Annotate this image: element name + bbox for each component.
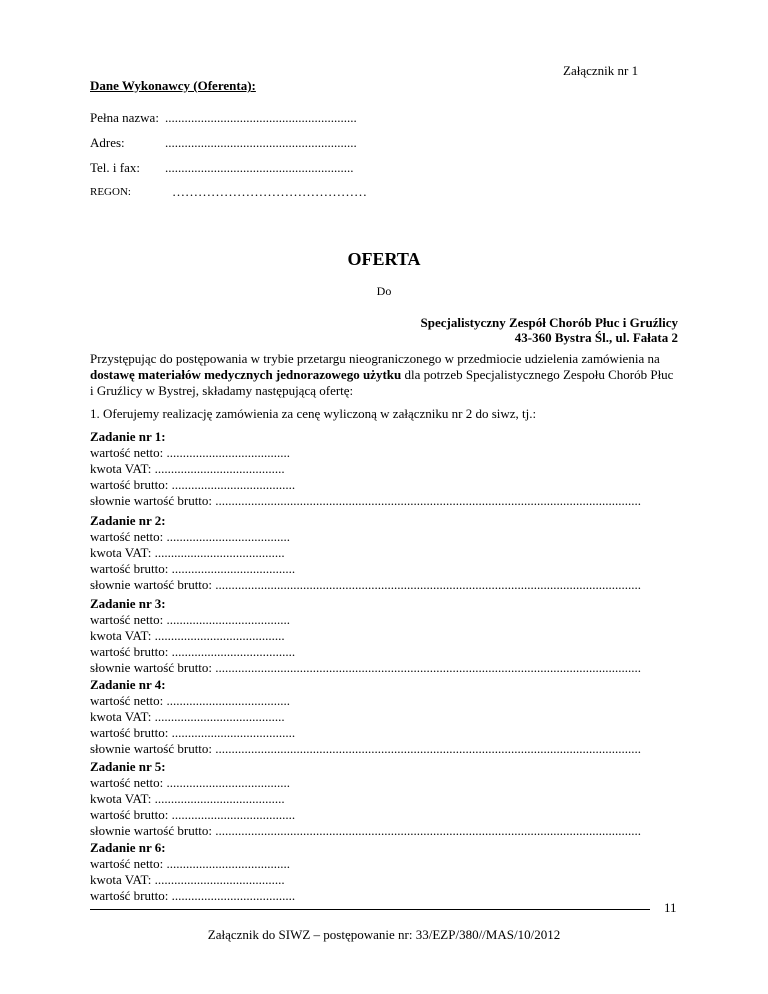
task-vat-amount: kwota VAT: ........................................ — [90, 628, 285, 643]
task-block — [90, 677, 670, 757]
task-vat-amount: kwota VAT: ........................................ — [90, 791, 285, 806]
field-value: .......................................................... — [165, 160, 354, 175]
task-title: Zadanie nr 2: — [90, 513, 166, 528]
intro-subject-rest: dla potrzeb Specjalistycznego Zespołu Chorób Płuc — [401, 367, 674, 382]
offer-point-1: 1. Oferujemy realizację zamówienia za cenę wyliczoną w załączniku nr 2 do siwz, tj.: — [90, 406, 537, 421]
task-gross-value: wartość brutto: ...................................... — [90, 561, 296, 576]
task-net-value: wartość netto: ...................................... — [90, 612, 291, 627]
task-vat-amount: kwota VAT: ........................................ — [90, 872, 285, 887]
task-gross-in-words: słownie wartość brutto: ................................................................................................................................... — [90, 493, 642, 508]
field-value: ........................................................... — [165, 110, 357, 125]
field-label: Tel. i fax: — [90, 160, 140, 175]
recipient-address: 43-360 Bystra Śl., ul. Fałata 2 — [514, 330, 678, 345]
task-net-value: wartość netto: ...................................... — [90, 693, 291, 708]
intro-line-2 — [90, 367, 674, 383]
task-vat-amount: kwota VAT: ........................................ — [90, 545, 285, 560]
field-label: Adres: — [90, 135, 125, 150]
task-title: Zadanie nr 4: — [90, 677, 166, 692]
footer-divider — [90, 909, 650, 910]
task-block — [90, 596, 670, 676]
offer-title: OFERTA — [347, 249, 421, 269]
footer-caption: Załącznik do SIWZ – postępowanie nr: 33/EZP/380//MAS/10/2012 — [207, 927, 561, 942]
intro-line-1: Przystępując do postępowania w trybie przetargu nieograniczonego w przedmiocie udzielenia zamówienia na — [90, 351, 660, 366]
contractor-section-title: Dane Wykonawcy (Oferenta): — [90, 78, 256, 93]
task-vat-amount: kwota VAT: ........................................ — [90, 709, 285, 724]
task-gross-value: wartość brutto: ...................................... — [90, 477, 296, 492]
task-block — [90, 840, 670, 904]
task-net-value: wartość netto: ...................................... — [90, 529, 291, 544]
task-gross-in-words: słownie wartość brutto: ................................................................................................................................... — [90, 823, 642, 838]
task-net-value: wartość netto: ...................................... — [90, 856, 291, 871]
task-gross-in-words: słownie wartość brutto: ................................................................................................................................... — [90, 577, 642, 592]
task-gross-value: wartość brutto: ...................................... — [90, 725, 296, 740]
task-net-value: wartość netto: ...................................... — [90, 775, 291, 790]
task-gross-value: wartość brutto: ...................................... — [90, 888, 296, 903]
task-block — [90, 429, 670, 509]
intro-line-3: i Gruźlicy w Bystrej, składamy następującą ofertę: — [90, 383, 354, 398]
task-vat-amount: kwota VAT: ........................................ — [90, 461, 285, 476]
task-gross-in-words: słownie wartość brutto: ................................................................................................................................... — [90, 660, 642, 675]
intro-subject: dostawę materiałów medycznych jednorazowego użytku — [90, 367, 402, 382]
task-title: Zadanie nr 1: — [90, 429, 166, 444]
field-value: ........................................................... — [165, 135, 357, 150]
task-block — [90, 513, 670, 593]
recipient-name: Specjalistyczny Zespół Chorób Płuc i Gruźlicy — [420, 315, 678, 330]
task-net-value: wartość netto: ...................................... — [90, 445, 291, 460]
task-block — [90, 759, 670, 839]
page-number: 11 — [664, 900, 677, 915]
task-title: Zadanie nr 5: — [90, 759, 166, 774]
intro-paragraph — [90, 351, 674, 399]
offer-to-label: Do — [376, 284, 392, 298]
field-value: ……………………………………… — [172, 184, 367, 199]
task-title: Zadanie nr 6: — [90, 840, 166, 855]
task-gross-in-words: słownie wartość brutto: ................................................................................................................................... — [90, 741, 642, 756]
field-label: REGON: — [90, 186, 131, 198]
task-gross-value: wartość brutto: ...................................... — [90, 644, 296, 659]
field-label: Pełna nazwa: — [90, 110, 159, 125]
task-title: Zadanie nr 3: — [90, 596, 166, 611]
attachment-label: Załącznik nr 1 — [563, 63, 639, 78]
task-gross-value: wartość brutto: ...................................... — [90, 807, 296, 822]
